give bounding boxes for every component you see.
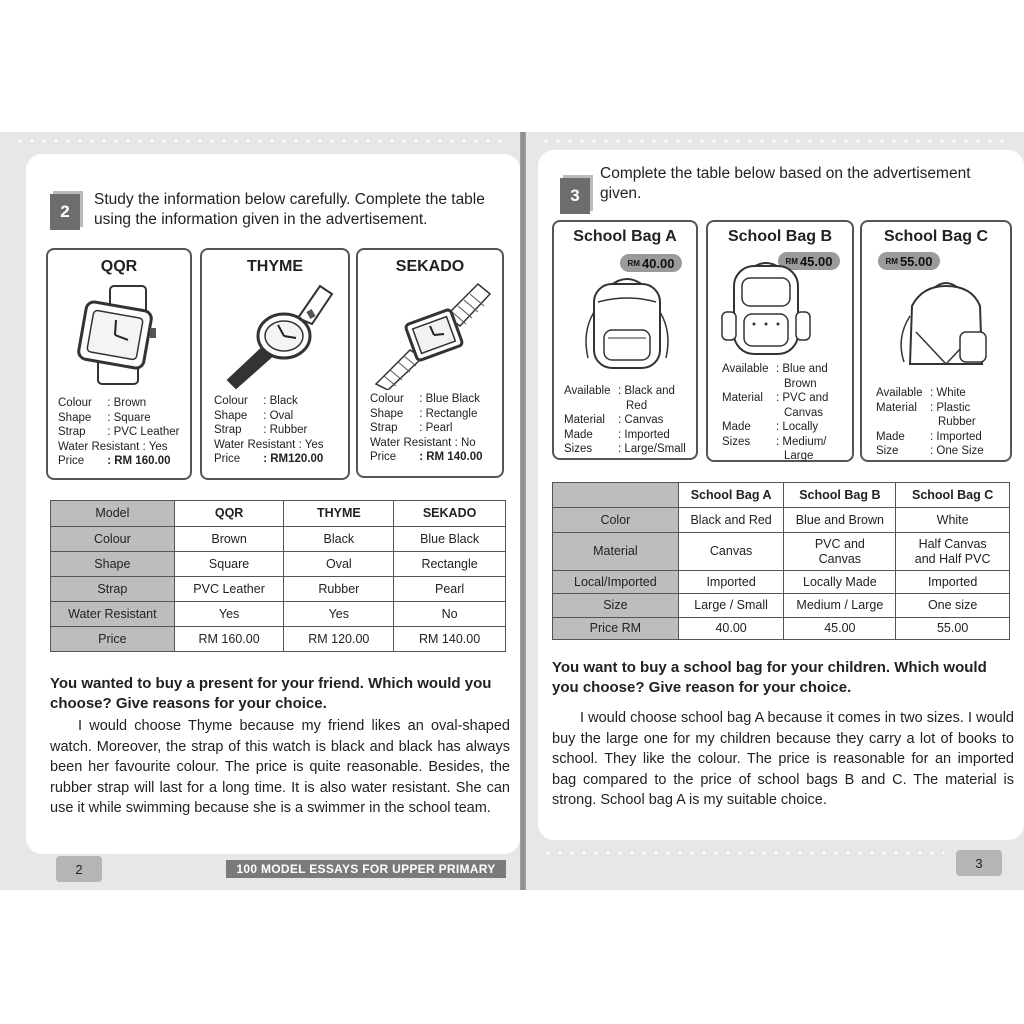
table-header-cell: School Bag B: [784, 483, 896, 508]
table-header-cell: Model: [51, 501, 175, 527]
essay-question: You want to buy a school bag for your children. Which would you choose? Give reason for your choice.: [552, 659, 987, 696]
table-cell: One size: [896, 594, 1010, 618]
table-header-row: [51, 501, 506, 527]
watch-comparison-table: [50, 500, 506, 652]
essay-question: You wanted to buy a present for your friend. Which would you choose? Give reasons for your choice.: [50, 675, 492, 712]
square-watch-illustration: [70, 284, 174, 388]
table-row-label: Size: [553, 594, 679, 618]
table-header-cell: School Bag C: [896, 483, 1010, 508]
instruction-text: Study the information below carefully. Complete the table using the information given in the advertisement.: [94, 191, 485, 228]
table-cell: Square: [174, 552, 284, 577]
right-page: [526, 132, 1024, 890]
model-essay: I would choose school bag A because it comes in two sizes. I would buy the large one for my children because they carry a lot of books to school. They like the colour. The price is reasonable for an imported bag compared to the price of school bags B and C. The material is strong. School bag A is my suitable choice.: [552, 710, 1014, 808]
table-row-label: Colour: [51, 527, 175, 552]
table-row-label: Color: [553, 508, 679, 533]
table-cell: Black: [284, 527, 394, 552]
table-cell: Imported: [896, 571, 1010, 594]
table-cell: 45.00: [784, 618, 896, 640]
bag-ad-a: [552, 220, 698, 460]
table-row: [51, 552, 506, 577]
table-cell: Canvas: [678, 533, 784, 571]
instruction-text: Complete the table below based on the advertisement given.: [600, 165, 971, 202]
watch-name: QQR: [100, 258, 138, 275]
right-content-panel: [538, 150, 1024, 840]
table-cell: Black and Red: [678, 508, 784, 533]
table-cell: Rectangle: [394, 552, 506, 577]
table-cell: Half Canvas and Half PVC: [896, 533, 1010, 571]
table-row-label: Strap: [51, 577, 175, 602]
watch-specs: Colour : Blue Black Shape : Rectangle Strap : Pearl Water Resistant : No Price : RM 140.00: [370, 393, 483, 463]
table-cell: PVC Leather: [174, 577, 284, 602]
book-title-footer: 100 MODEL ESSAYS FOR UPPER PRIMARY: [226, 860, 506, 878]
bag-name: School Bag B: [727, 228, 832, 245]
table-cell: RM 140.00: [394, 627, 506, 652]
table-cell: Yes: [174, 602, 284, 627]
bag-comparison-table: [552, 482, 1010, 640]
watch-ad-thyme: [200, 248, 350, 480]
dot-border-top: [540, 138, 1010, 144]
dot-border-bottom: [542, 850, 944, 856]
table-cell: RM 120.00: [284, 627, 394, 652]
table-cell: White: [896, 508, 1010, 533]
table-row-label: Price RM: [553, 618, 679, 640]
table-cell: Rubber: [284, 577, 394, 602]
backpack-b-illustration: [718, 258, 814, 360]
dot-border-top: [14, 138, 506, 144]
table-row-label: Material: [553, 533, 679, 571]
price-tag: RM 55.00: [878, 252, 940, 270]
bag-ad-c: [860, 220, 1012, 462]
table-row: [553, 508, 1010, 533]
table-row: [51, 577, 506, 602]
table-cell: Blue and Brown: [784, 508, 896, 533]
table-cell: PVC and Canvas: [784, 533, 896, 571]
watch-specs: Colour : Black Shape : Oval Strap : Rubber Water Resistant : Yes Price : RM120.00: [214, 395, 324, 465]
table-header-cell: SEKADO: [394, 501, 506, 527]
watch-ad-qqr: [46, 248, 192, 480]
table-cell: Locally Made: [784, 571, 896, 594]
question-number-badge: 2: [50, 194, 80, 230]
book-spread: [0, 132, 1024, 890]
bag-name: School Bag C: [883, 228, 988, 245]
backpack-a-illustration: [572, 272, 682, 372]
table-row: [51, 602, 506, 627]
table-header-cell: QQR: [174, 501, 284, 527]
table-row-label: Shape: [51, 552, 175, 577]
watch-name: SEKADO: [395, 258, 465, 275]
table-cell: Oval: [284, 552, 394, 577]
page-number: 3: [956, 850, 1002, 876]
table-cell: 40.00: [678, 618, 784, 640]
price-tag: RM 45.00: [778, 252, 840, 270]
table-row: [553, 571, 1010, 594]
left-page: [0, 132, 520, 890]
table-cell: Pearl: [394, 577, 506, 602]
table-header-row: [553, 483, 1010, 508]
table-header-cell: [553, 483, 679, 508]
bag-ad-b: [706, 220, 854, 462]
backpack-c-illustration: [892, 276, 998, 370]
dot-border-bottom: [110, 850, 500, 856]
table-cell: Brown: [174, 527, 284, 552]
watch-specs: Colour : Brown Shape : Square Strap : PVC Leather Water Resistant : Yes Price : RM 160.00: [58, 397, 180, 467]
oval-watch-illustration: [216, 280, 340, 390]
watch-name: THYME: [247, 258, 303, 275]
left-content-panel: [26, 154, 520, 854]
rectangle-watch-illustration: [370, 280, 494, 390]
table-row: [553, 594, 1010, 618]
table-cell: No: [394, 602, 506, 627]
bag-specs: Available : Blue and Brown Material : PVC and Canvas Made : Locally Sizes : Medium/ Large: [722, 363, 829, 462]
table-header-cell: THYME: [284, 501, 394, 527]
table-header-cell: School Bag A: [678, 483, 784, 508]
table-row: [51, 527, 506, 552]
price-tag: RM 40.00: [620, 254, 682, 272]
table-row-label: Price: [51, 627, 175, 652]
table-row-label: Local/Imported: [553, 571, 679, 594]
table-row: [51, 627, 506, 652]
table-cell: RM 160.00: [174, 627, 284, 652]
table-row: [553, 533, 1010, 571]
table-cell: Large / Small: [678, 594, 784, 618]
watch-ad-sekado: [356, 248, 504, 478]
table-cell: Blue Black: [394, 527, 506, 552]
page-number: 2: [56, 856, 102, 882]
table-row: [553, 618, 1010, 640]
table-cell: Yes: [284, 602, 394, 627]
table-row-label: Water Resistant: [51, 602, 175, 627]
question-number-badge: 3: [560, 178, 590, 214]
bag-name: School Bag A: [573, 228, 677, 245]
table-cell: 55.00: [896, 618, 1010, 640]
table-cell: Medium / Large: [784, 594, 896, 618]
table-cell: Imported: [678, 571, 784, 594]
bag-specs: Available : Black and Red Material : Canvas Made : Imported Sizes : Large/Small: [564, 385, 686, 455]
model-essay: I would choose Thyme because my friend likes an oval-shaped watch. Moreover, the strap of this watch is black and black has always been her favourite colour. The price is quite reasonable. Besides, the rubber strap will last for a long time. It is also water resistant. She can use it while swimming because she is a swimmer in the school team.: [50, 718, 510, 816]
bag-specs: Available : White Material : Plastic Rubber Made : Imported Size : One Size: [876, 387, 984, 457]
